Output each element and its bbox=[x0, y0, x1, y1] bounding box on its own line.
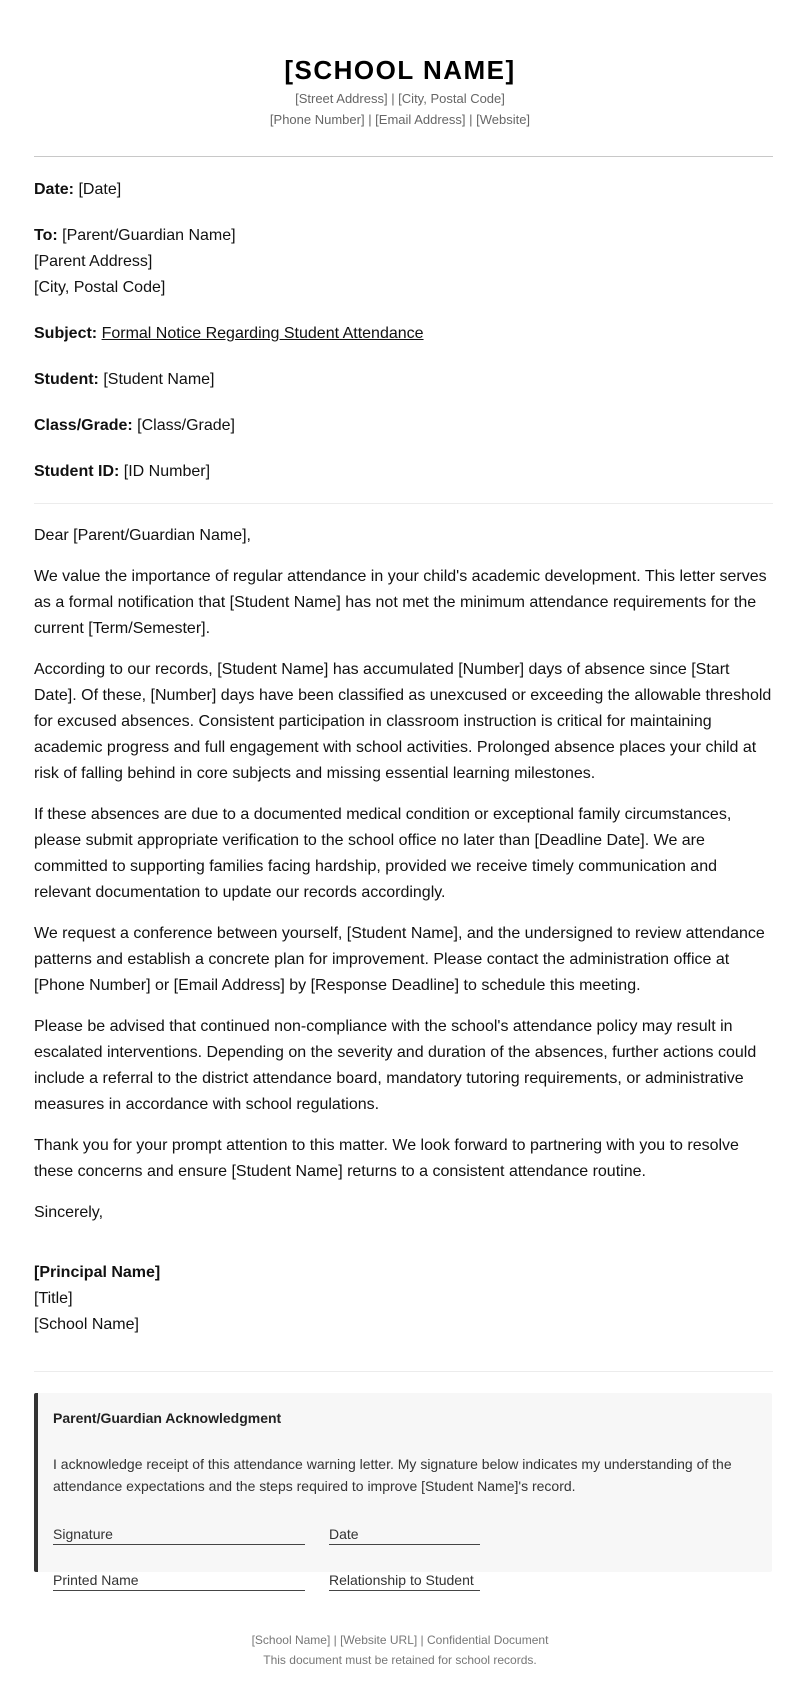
subject-value: Formal Notice Regarding Student Attendance bbox=[101, 325, 424, 342]
letterhead bbox=[0, 52, 800, 130]
date-line bbox=[34, 180, 121, 200]
date-value: [Date] bbox=[78, 181, 122, 198]
student-id-label: Student ID: bbox=[34, 463, 120, 480]
contact-line: [Phone Number] | [Email Address] | [Website] bbox=[269, 112, 531, 127]
principal-title: [Title] bbox=[34, 1290, 73, 1307]
student-value: [Student Name] bbox=[103, 371, 215, 388]
date-label: Date: bbox=[34, 181, 75, 198]
meta-divider bbox=[34, 503, 773, 504]
closing: Sincerely, bbox=[34, 1204, 104, 1221]
principal-name: [Principal Name] bbox=[34, 1264, 161, 1281]
class-line bbox=[34, 416, 235, 436]
signature-field[interactable]: Signature bbox=[53, 1525, 305, 1545]
to-label: To: bbox=[34, 227, 58, 244]
paragraph-5: Please be advised that continued non-compliance with the school's attendance policy may result in escalated interventions. Depending on the severity and duration of the absences, further actions could include a referral to the district attendance board, mandatory tutoring requirements, or administrative measures in accordance with school regulations. bbox=[34, 1018, 757, 1113]
paragraph-2: According to our records, [Student Name] has accumulated [Number] days of absence since [Start Date]. Of these, [Number] days have been classified as unexcused or exceeding the allowable threshold for excused absences. Consistent participation in classroom instruction is critical for maintaining academic progress and full engagement with school activities. Prolonged absence places your child at risk of falling behind in core subjects and missing essential learning milestones. bbox=[34, 661, 772, 782]
letter-body bbox=[34, 523, 774, 1241]
school-name-heading: [SCHOOL NAME] bbox=[284, 55, 516, 85]
recipient-city: [City, Postal Code] bbox=[34, 279, 166, 296]
salutation: Dear [Parent/Guardian Name], bbox=[34, 527, 251, 544]
acknowledgment-text: I acknowledge receipt of this attendance warning letter. My signature below indicates my understanding of the attendance expectations and the steps required to improve [Student Name]'s record. bbox=[53, 1456, 732, 1494]
student-id-line bbox=[34, 462, 210, 482]
student-id-value: [ID Number] bbox=[123, 463, 211, 480]
footer-line-2: This document must be retained for school records. bbox=[263, 1653, 537, 1667]
student-label: Student: bbox=[34, 371, 99, 388]
relationship-field[interactable]: Relationship to Student bbox=[329, 1571, 480, 1591]
recipient-name: [Parent/Guardian Name] bbox=[62, 227, 236, 244]
paragraph-3: If these absences are due to a documented medical condition or exceptional family circumstances, please submit appropriate verification to the school office no later than [Deadline Date]. We are committed to supporting families facing hardship, provided we receive timely communication and relevant documentation to update our records accordingly. bbox=[34, 806, 732, 901]
header-divider bbox=[34, 156, 773, 157]
recipient-line bbox=[34, 226, 236, 246]
footer-line-1: [School Name] | [Website URL] | Confidential Document bbox=[251, 1633, 549, 1647]
page-footer bbox=[0, 1630, 800, 1670]
signature-school-name: [School Name] bbox=[34, 1316, 139, 1333]
student-line bbox=[34, 370, 215, 390]
printed-name-field[interactable]: Printed Name bbox=[53, 1571, 305, 1591]
acknowledgment-title: Parent/Guardian Acknowledgment bbox=[53, 1410, 282, 1426]
acknowledgment-box bbox=[34, 1393, 772, 1588]
paragraph-6: Thank you for your prompt attention to this matter. We look forward to partnering with you to resolve these concerns and ensure [Student Name] returns to a consistent attendance routine. bbox=[34, 1137, 739, 1180]
subject-line bbox=[34, 324, 424, 344]
address-line: [Street Address] | [City, Postal Code] bbox=[295, 91, 505, 106]
paragraph-1: We value the importance of regular attendance in your child's academic development. This letter serves as a formal notification that [Student Name] has not met the minimum attendance requirements for the current [Term/Semester]. bbox=[34, 568, 767, 637]
date-field[interactable]: Date bbox=[329, 1525, 480, 1545]
class-value: [Class/Grade] bbox=[137, 417, 235, 434]
signature-divider bbox=[34, 1371, 773, 1372]
signature-block bbox=[34, 1260, 160, 1338]
class-label: Class/Grade: bbox=[34, 417, 133, 434]
recipient-address: [Parent Address] bbox=[34, 253, 153, 270]
paragraph-4: We request a conference between yourself, [Student Name], and the undersigned to review attendance patterns and establish a concrete plan for improvement. Please contact the administration office at [Phone Number] or [Email Address] by [Response Deadline] to schedule this meeting. bbox=[34, 925, 765, 994]
subject-label: Subject: bbox=[34, 325, 98, 342]
